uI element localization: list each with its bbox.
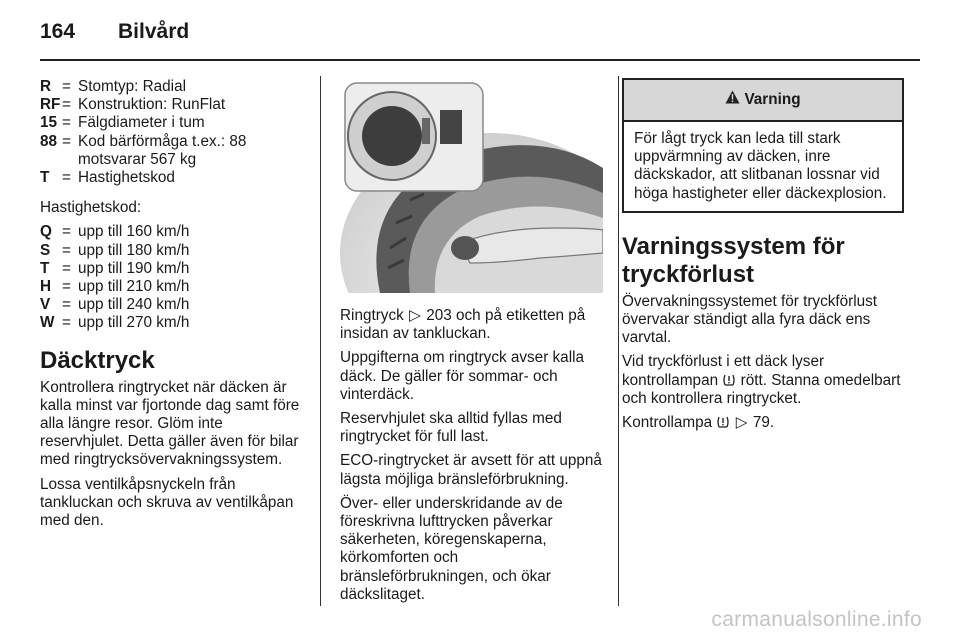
tyre-pressure-warning-lamp-icon — [722, 373, 736, 387]
lamp-text-a: Vid tryckförlust i ett däck lyser kontrollampan — [622, 353, 825, 389]
legend-row — [40, 96, 308, 114]
column-divider — [320, 76, 321, 606]
legend-term: T — [40, 169, 50, 187]
speed-term: Q — [40, 223, 52, 241]
tyre-pressure-warning-lamp-icon — [716, 415, 730, 429]
equals-sign: = — [62, 223, 71, 241]
speed-code-list — [40, 223, 308, 332]
legend-term: R — [40, 78, 52, 95]
speed-desc: upp till 160 km/h — [78, 223, 190, 241]
tyre-valve-illustration — [340, 78, 603, 293]
legend-desc: Hastighetskod — [78, 169, 175, 187]
legend-desc: Kod bärförmåga t.ex.: 88 motsvarar 567 kg — [78, 132, 247, 168]
speed-row — [40, 260, 308, 278]
section-title: Bilvård — [118, 20, 190, 43]
legend-desc: Fälgdiameter i tum — [78, 114, 205, 132]
speed-desc: upp till 270 km/h — [78, 314, 190, 332]
header-divider — [40, 59, 920, 61]
equals-sign: = — [62, 132, 71, 150]
legend-term: 15 — [40, 114, 58, 132]
warning-title: Varning — [744, 90, 801, 108]
equals-sign: = — [62, 114, 71, 132]
page-reference-arrow-icon: ▷ — [735, 414, 748, 432]
tyre-code-legend — [40, 78, 308, 187]
pressure-paragraph: Kontrollera ringtrycket när däcken är kalla minst var fjortonde dag samt före alla längre resor. Glöm inte reservhjulet. Detta gäller även för bilar med ringtrycksövervakningssystem. — [40, 378, 300, 469]
page-reference-arrow-icon: ▷ — [409, 307, 421, 324]
speed-desc: upp till 190 km/h — [78, 259, 190, 277]
equals-sign: = — [62, 278, 71, 296]
monitoring-paragraph — [622, 353, 904, 408]
legend-row — [40, 114, 308, 132]
speed-row — [40, 314, 308, 332]
middle-paragraph: Reservhjulet ska alltid fyllas med ringtrycket för full last. — [340, 410, 562, 446]
legend-desc: Stomtyp: Radial — [78, 78, 186, 95]
middle-paragraph: Över- eller underskridande av de föreskrivna lufttrycken påverkar säkerheten, köregenskaperna, körkomforten och bränsleförbrukningen, och ökar däckslitaget. — [340, 494, 563, 603]
speed-term: T — [40, 259, 50, 277]
wheel-valve-drawing — [340, 78, 603, 293]
speed-term: H — [40, 278, 52, 296]
speed-term: S — [40, 241, 51, 259]
ref-prefix: Ringtryck — [340, 307, 404, 324]
right-column — [622, 78, 904, 438]
ref-suffix: och på etiketten på insidan av tankluckan. — [340, 307, 586, 343]
equals-sign: = — [62, 169, 71, 187]
equals-sign: = — [62, 314, 71, 332]
speed-term: V — [40, 296, 51, 314]
monitoring-paragraph — [622, 414, 904, 432]
equals-sign: = — [62, 259, 71, 277]
middle-paragraph: ECO-ringtrycket är avsett för att uppnå lägsta möjliga bränsleförbrukning. — [340, 452, 602, 488]
speed-desc: upp till 210 km/h — [78, 278, 190, 296]
speed-desc: upp till 180 km/h — [78, 241, 190, 259]
legend-term: RF — [40, 96, 61, 114]
left-column — [40, 78, 308, 536]
legend-row — [40, 78, 308, 96]
ref-page: 203 — [426, 307, 452, 324]
speed-term: W — [40, 314, 55, 332]
legend-row — [40, 169, 308, 187]
page-number: 164 — [40, 20, 76, 43]
warning-header — [624, 80, 902, 122]
equals-sign: = — [62, 78, 71, 95]
page-header — [40, 14, 920, 54]
speed-row — [40, 242, 308, 260]
tyre-pressure-heading: Däcktryck — [40, 346, 155, 374]
pressure-paragraph: Lossa ventilkåpsnyckeln från tankluckan och skruva av ventilkåpan med den. — [40, 475, 294, 530]
lamp-ref-page: 79. — [752, 414, 775, 432]
speed-row — [40, 278, 308, 296]
warning-box — [622, 78, 904, 213]
speed-row — [40, 223, 308, 241]
middle-column — [340, 78, 603, 610]
speed-desc: upp till 240 km/h — [78, 296, 190, 314]
legend-row — [40, 133, 308, 169]
warning-triangle-icon — [725, 90, 740, 109]
column-divider — [618, 76, 619, 606]
lamp-ref-label: Kontrollampa — [622, 414, 713, 432]
lamp-text-b: rött. Stanna omedelbart och kontrollera ringtrycket. — [622, 371, 901, 407]
watermark: carmanualsonline.info — [711, 608, 922, 631]
warning-body: För lågt tryck kan leda till stark uppvärmning av däcken, inre däckskador, att slitbanan lossnar vid höga hastigheter eller däckexplosion. — [634, 130, 887, 202]
middle-paragraph: Uppgifterna om ringtryck avser kalla däck. De gäller för sommar- och vinterdäck. — [340, 349, 584, 403]
equals-sign: = — [62, 96, 71, 114]
speed-code-title: Hastighetskod: — [40, 199, 142, 217]
speed-row — [40, 296, 308, 314]
legend-term: 88 — [40, 132, 58, 150]
equals-sign: = — [62, 296, 71, 314]
equals-sign: = — [62, 241, 71, 259]
pressure-reference — [340, 307, 603, 343]
monitoring-paragraph: Övervakningssystemet för tryckförlust övervakar ständigt alla fyra däck ens varvtal. — [622, 292, 878, 347]
monitoring-heading: Varningssystem för tryckförlust — [622, 232, 845, 288]
legend-desc: Konstruktion: RunFlat — [78, 96, 226, 114]
